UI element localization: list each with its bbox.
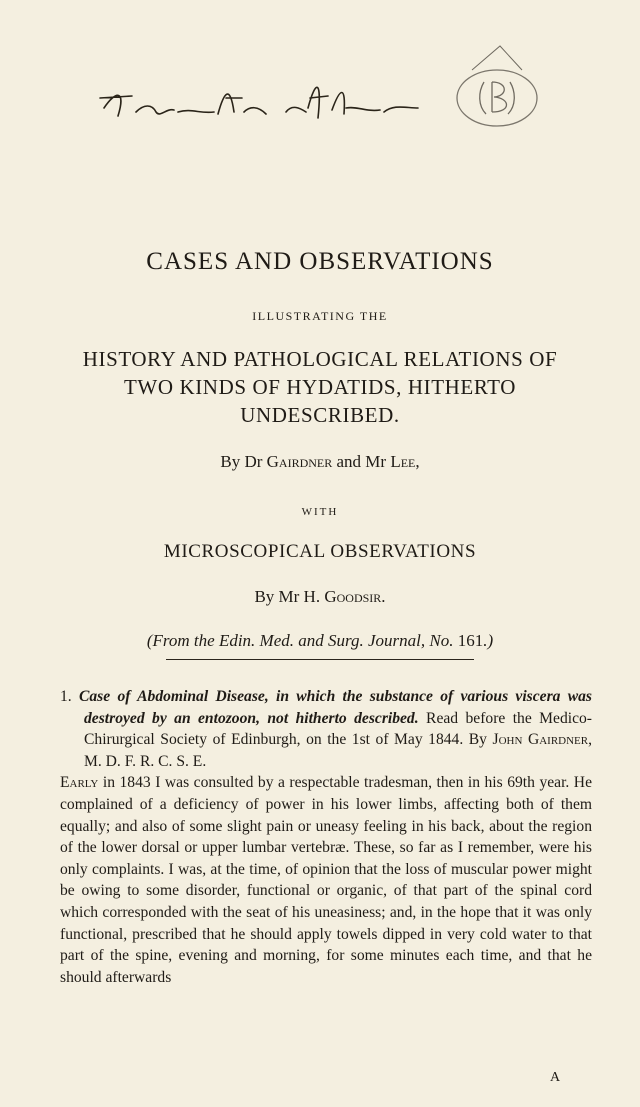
authors-prefix: By Dr xyxy=(220,452,267,471)
authors-suffix: , xyxy=(415,452,420,471)
body-paragraph xyxy=(60,772,592,988)
illustrating-caption: ILLUSTRATING THE xyxy=(252,309,388,323)
case-number: 1. xyxy=(60,688,72,705)
microscopical-author-line xyxy=(0,587,640,607)
micro-author-suffix: . xyxy=(381,587,386,606)
author-name-goodsir: Goodsir xyxy=(324,587,382,606)
authors-conjunction: and Mr xyxy=(332,452,391,471)
author-name-lee: Lee xyxy=(390,452,416,471)
subject-line: TWO KINDS OF HYDATIDS, HITHERTO xyxy=(123,375,517,399)
case-credentials: , M. D. F. R. C. S. E. xyxy=(84,731,593,770)
subject-line: HISTORY AND PATHOLOGICAL RELATIONS OF xyxy=(82,347,558,371)
paragraph-lead: Early xyxy=(60,774,99,792)
micro-author-prefix: By Mr H. xyxy=(254,587,325,606)
document-title: CASES AND OBSERVATIONS xyxy=(146,248,494,275)
subject-heading xyxy=(0,345,640,429)
divider-rule xyxy=(166,659,474,660)
case-heading xyxy=(60,686,592,772)
citation-text: From the Edin. Med. and Surg. Journal, No. xyxy=(152,631,458,650)
case-title: Case of Abdominal Disease, in which the substance of various viscera was destroyed by an entozoon, not hitherto described. xyxy=(78,688,592,727)
citation-close: .) xyxy=(483,631,494,650)
with-caption: WITH xyxy=(301,506,339,518)
subject-line: UNDESCRIBED. xyxy=(240,403,400,427)
case-details: Read before the Medico-Chirurgical Society of Edinburgh, on the 1st of May 1844. By xyxy=(84,709,592,749)
paragraph-text: in 1843 I was consulted by a respectable tradesman, then in his 69th year. He complained of a deficiency of power in his lower limbs, affecting both of them equally; and also of some slight pain or uneasy feeling in his back, about the region of the lower dorsal or upper lumbar vertebræ. These, so far as I remember, were his only complaints. I was, at the time, of opinion that the loss of muscular power might be owing to some disorder, functional or organic, of that part of the spinal cord which corresponded with the seat of his uneasiness; and, in the hope that it was only functional, prescribed that he should apply towels dipped in very cold water to that part of the spine, evening and morning, for some minutes each time, and that he should afterwards xyxy=(60,774,592,986)
signature-mark: A xyxy=(550,1070,561,1085)
handwritten-inscription xyxy=(96,68,436,128)
microscopical-heading: MICROSCOPICAL OBSERVATIONS xyxy=(163,541,477,562)
citation-number: 161 xyxy=(457,631,484,650)
case-author-name: John Gairdner xyxy=(492,731,589,749)
source-citation xyxy=(0,631,640,651)
body-text xyxy=(60,686,592,988)
authors-line xyxy=(0,452,640,472)
library-stamp-mark xyxy=(452,40,542,130)
citation-open: ( xyxy=(146,631,153,650)
author-name-gairdner: Gairdner xyxy=(266,452,333,471)
